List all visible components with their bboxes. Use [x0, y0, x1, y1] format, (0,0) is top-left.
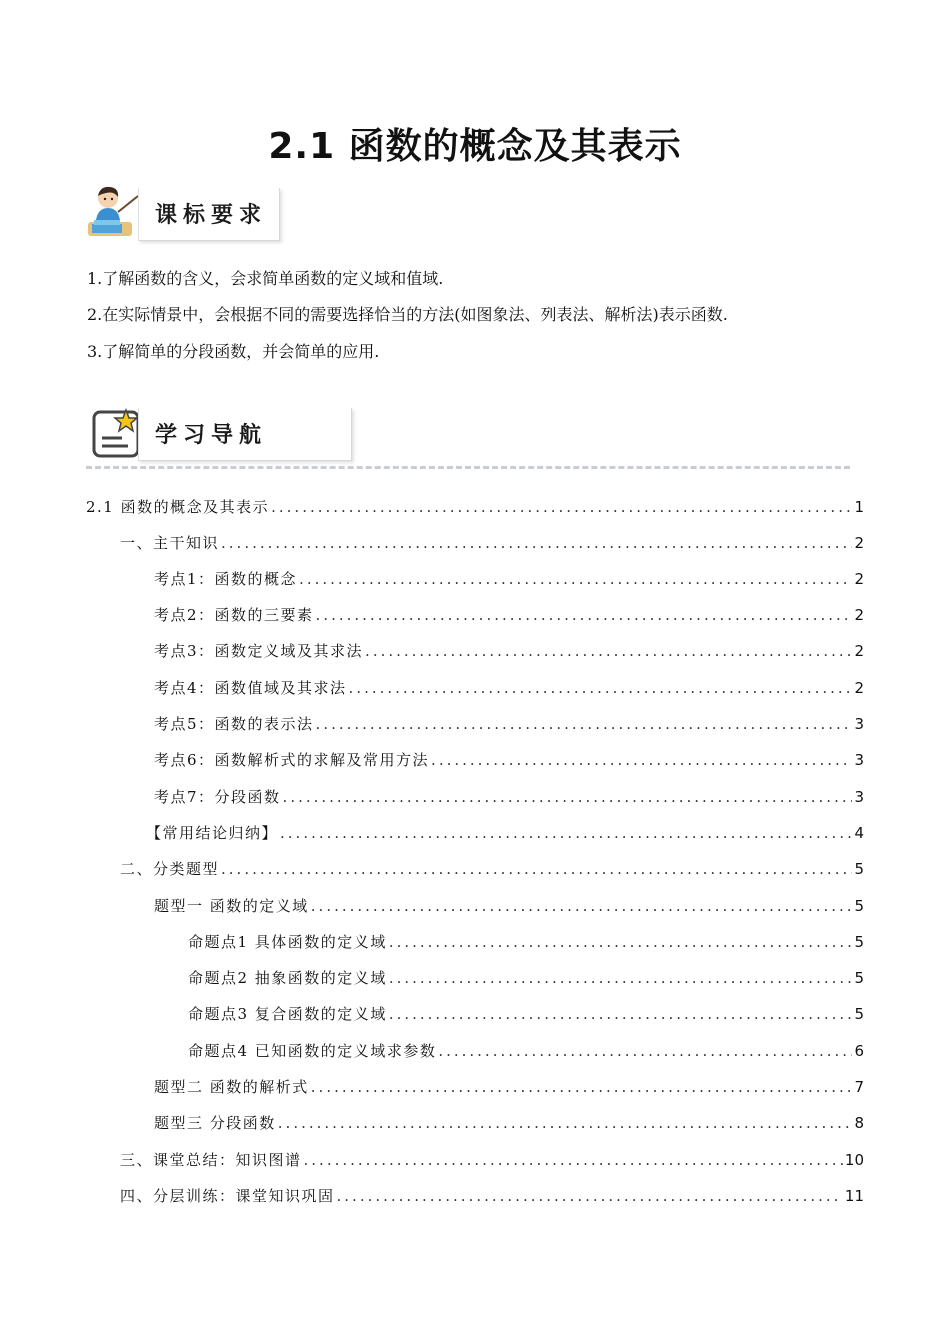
toc-entry[interactable]: 命题点3 复合函数的定义域 ..... 5 [188, 1003, 864, 1027]
section-divider [86, 466, 850, 469]
toc-entry[interactable]: 二、分类题型 ..... 5 [120, 858, 864, 882]
toc-entry[interactable]: 考点6：函数解析式的求解及常用方法 ..... 3 [154, 749, 864, 773]
toc-entry[interactable]: 命题点1 具体函数的定义域 ..... 5 [188, 931, 864, 955]
toc-entry[interactable]: 题型三 分段函数 ..... 8 [154, 1112, 864, 1136]
standards-label: 课标要求 [155, 203, 268, 228]
toc-entry[interactable]: 命题点2 抽象函数的定义域 ..... 5 [188, 967, 864, 991]
requirement-item: 2.在实际情景中，会根据不同的需要选择恰当的方法(如图象法、列表法、解析法)表示函数. [87, 305, 728, 324]
page-title: 2.1 函数的概念及其表示 [268, 126, 682, 167]
toc-entry[interactable]: 【常用结论归纳】 ..... 4 [146, 822, 864, 846]
toc-entry[interactable]: 三、课堂总结：知识图谱 ..... 10 [120, 1149, 864, 1173]
toc-entry[interactable]: 考点5：函数的表示法 ..... 3 [154, 713, 864, 737]
toc-entry[interactable]: 一、主干知识 ..... 2 [120, 532, 864, 556]
toc-entry[interactable]: 命题点4 已知函数的定义域求参数 ..... 6 [188, 1040, 864, 1064]
nav-label: 学习导航 [155, 423, 268, 448]
toc-entry[interactable]: 四、分层训练：课堂知识巩固 ..... 11 [120, 1185, 864, 1209]
toc-entry[interactable]: 题型一 函数的定义域 ..... 5 [154, 895, 864, 919]
toc-entry[interactable]: 考点7：分段函数 ..... 3 [154, 786, 864, 810]
toc-entry[interactable]: 考点1：函数的概念 ..... 2 [154, 568, 864, 592]
standards-section-header [86, 184, 286, 244]
toc-entry[interactable]: 考点4：函数值域及其求法 ..... 2 [154, 677, 864, 701]
toc-entry[interactable]: 考点2：函数的三要素 ..... 2 [154, 604, 864, 628]
nav-section-header [86, 404, 358, 464]
toc-entry[interactable]: 题型二 函数的解析式 ..... 7 [154, 1076, 864, 1100]
toc-entry[interactable]: 考点3：函数定义域及其求法 ..... 2 [154, 640, 864, 664]
requirement-item: 3.了解简单的分段函数，并会简单的应用. [87, 342, 380, 361]
requirement-item: 1.了解函数的含义，会求简单函数的定义域和值域. [87, 269, 444, 288]
toc-entry[interactable]: 2.1 函数的概念及其表示 ..... 1 [86, 496, 864, 520]
